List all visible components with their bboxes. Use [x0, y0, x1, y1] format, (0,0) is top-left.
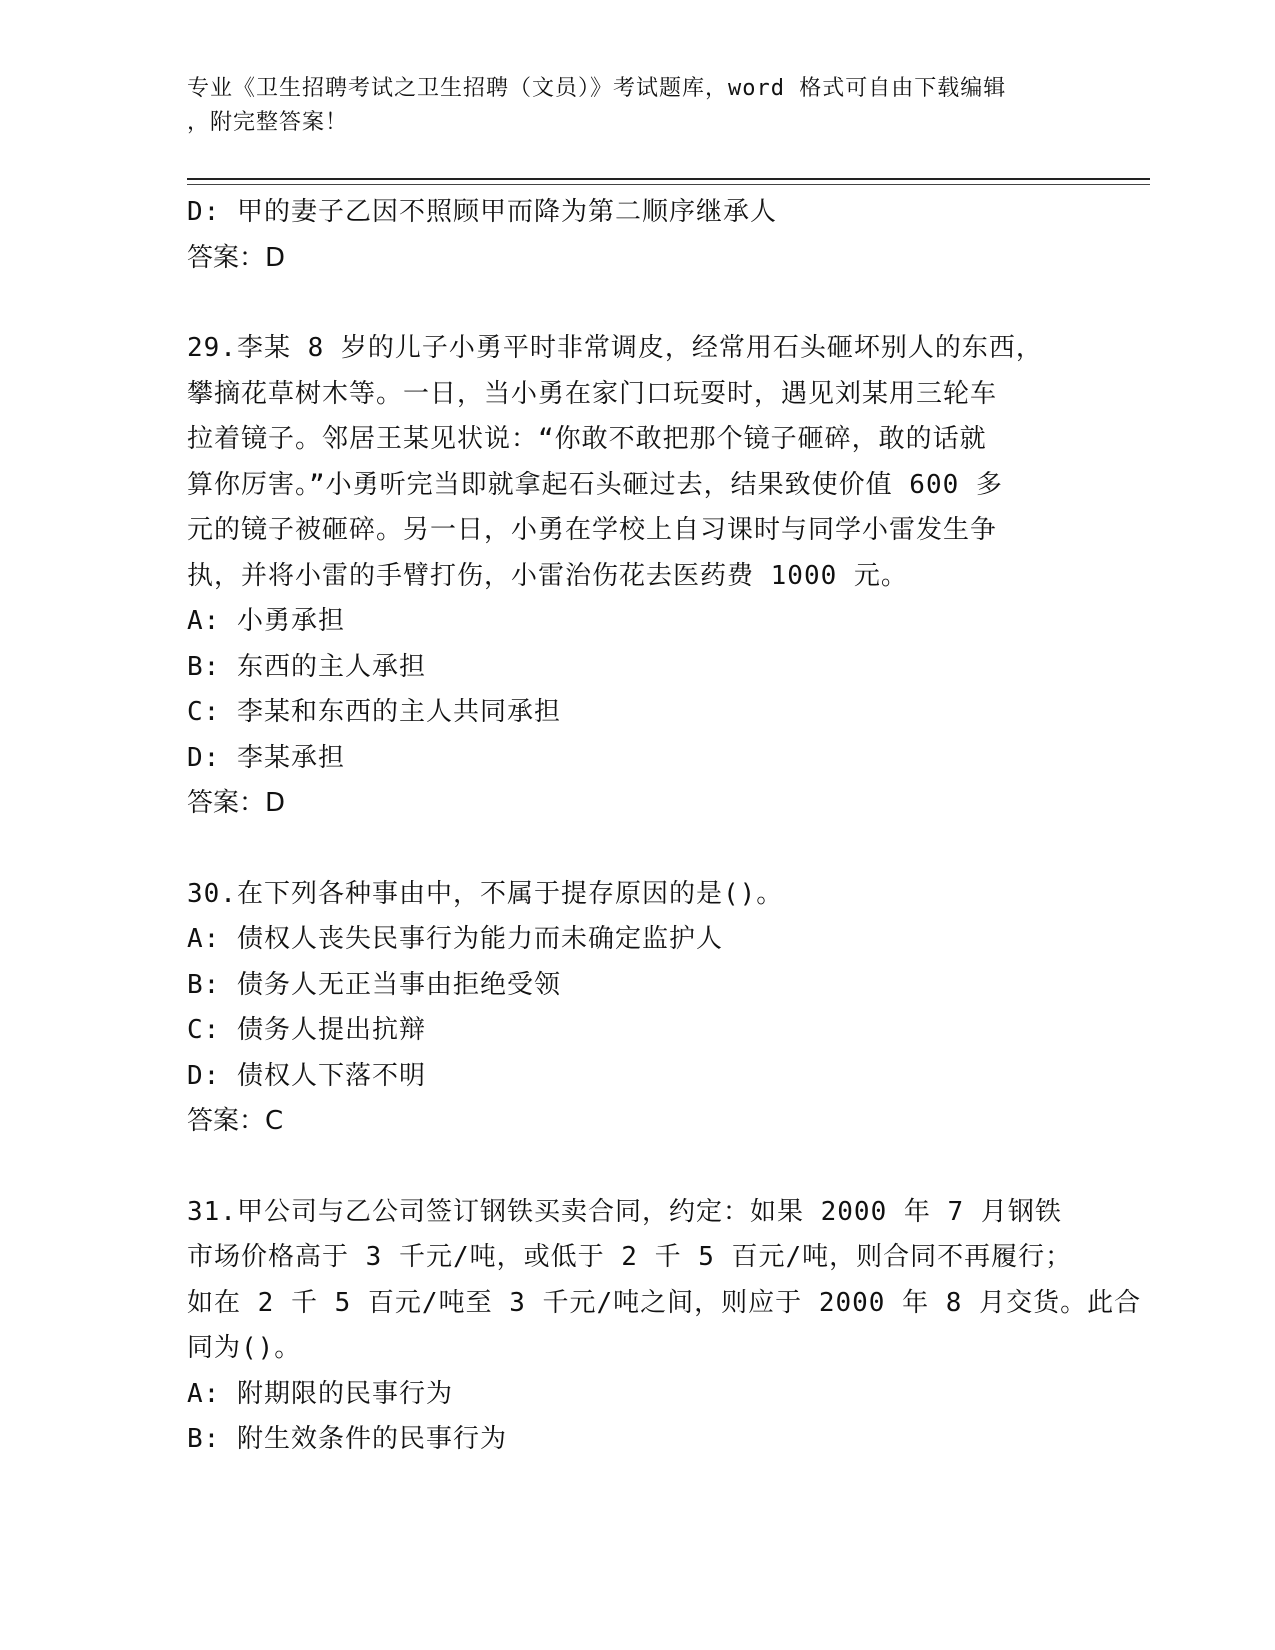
spacer — [187, 1145, 1087, 1190]
option-d: D: 甲的妻子乙因不照顾甲而降为第二顺序继承人 — [187, 197, 777, 227]
question-text-line: 元的镜子被砸碎。另一日，小勇在学校上自习课时与同学小雷发生争 — [187, 515, 998, 545]
option-a: A: 债权人丧失民事行为能力而未确定监护人 — [187, 924, 723, 954]
question-30 — [187, 872, 1087, 1145]
document-body — [187, 190, 1142, 1463]
question-29 — [187, 326, 1087, 827]
header-line-1: 专业《卫生招聘考试之卫生招聘（文员）》考试题库，word 格式可自由下载编辑 — [187, 76, 1007, 101]
option-a: A: 小勇承担 — [187, 606, 345, 636]
option-d: D: 李某承担 — [187, 742, 345, 773]
option-c: C: 李某和东西的主人共同承担 — [187, 697, 561, 727]
question-28-tail — [187, 190, 1087, 281]
answer-line: 答案：D — [187, 242, 286, 273]
header-line-2: ，附完整答案！ — [187, 110, 349, 135]
question-text-line: 市场价格高于 3 千元/吨，或低于 2 千 5 百元/吨，则合同不再履行； — [187, 1242, 1073, 1272]
question-text-line: 同为()。 — [187, 1333, 302, 1363]
answer-line: 答案：C — [187, 1106, 284, 1136]
question-text-line: 29.李某 8 岁的儿子小勇平时非常调皮，经常用石头砸坏别人的东西， — [187, 333, 1043, 363]
question-text-line: 拉着镜子。邻居王某见状说：“你敢不敢把那个镜子砸碎，敢的话就 — [187, 424, 987, 454]
page-header — [187, 72, 1067, 140]
option-a: A: 附期限的民事行为 — [187, 1378, 453, 1409]
question-text-line: 31.甲公司与乙公司签订钢铁买卖合同，约定：如果 2000 年 7 月钢铁 — [187, 1196, 1062, 1227]
option-b: B: 东西的主人承担 — [187, 651, 426, 682]
question-text-line: 执，并将小雷的手臂打伤，小雷治伤花去医药费 1000 元。 — [187, 560, 908, 591]
header-divider-thick — [187, 178, 1150, 180]
answer-line: 答案：D — [187, 788, 286, 818]
question-text-line: 30.在下列各种事由中，不属于提存原因的是()。 — [187, 878, 784, 909]
option-c: C: 债务人提出抗辩 — [187, 1015, 426, 1045]
question-31 — [187, 1190, 1142, 1463]
option-b: B: 附生效条件的民事行为 — [187, 1424, 507, 1454]
question-text-line: 算你厉害。”小勇听完当即就拿起石头砸过去，结果致使价值 600 多 — [187, 469, 1003, 500]
spacer — [187, 281, 1087, 326]
question-text-line: 攀摘花草树木等。一日，当小勇在家门口玩耍时，遇见刘某用三轮车 — [187, 378, 998, 409]
spacer — [187, 827, 1087, 872]
question-text-line: 如在 2 千 5 百元/吨至 3 千元/吨之间，则应于 2000 年 8 月交货。此合 — [187, 1287, 1142, 1318]
header-divider-thin — [187, 184, 1150, 185]
option-d: D: 债权人下落不明 — [187, 1060, 426, 1091]
option-b: B: 债务人无正当事由拒绝受领 — [187, 969, 561, 1000]
